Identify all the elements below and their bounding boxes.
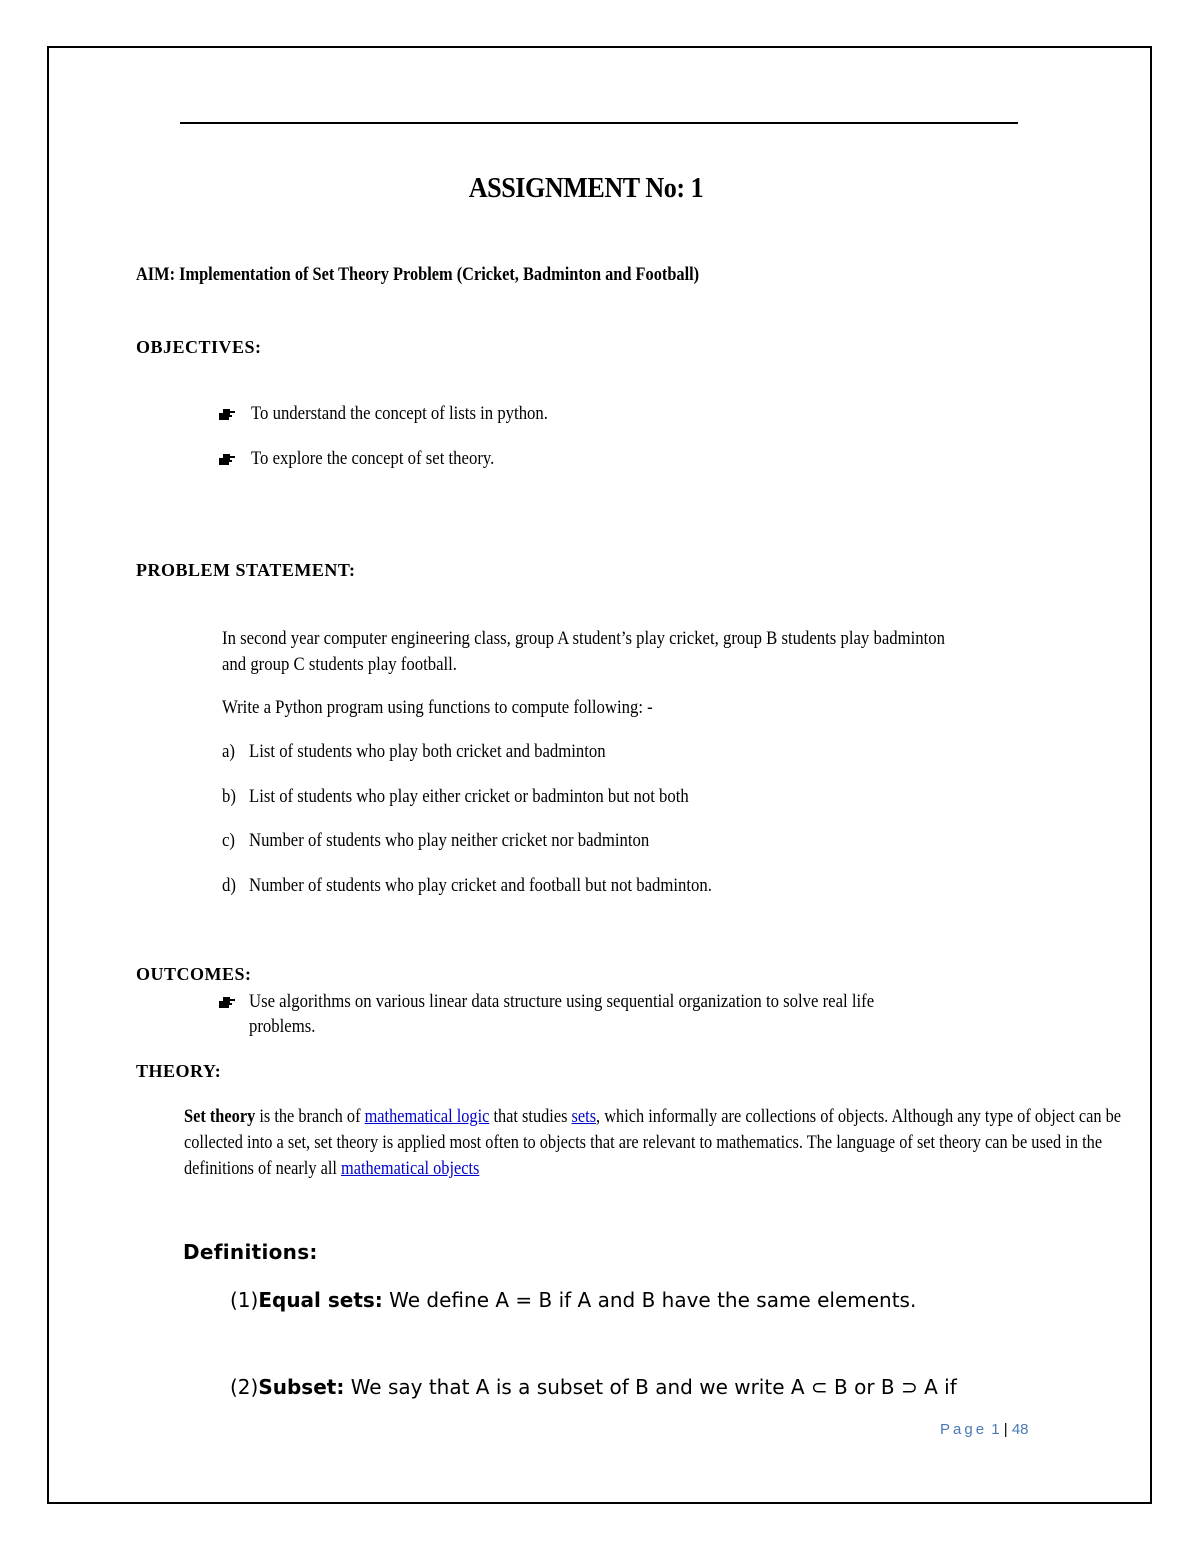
objectives-heading: OBJECTIVES: xyxy=(136,337,262,357)
theory-text-3: , which informally are collections of objects. Although any type of object can be collected into a set, set theory is applied most often to objects that are relevant to mathematics. The language of set theory can be used in the definitions of nearly all xyxy=(184,1106,1122,1179)
theory-paragraph xyxy=(184,1104,1130,1182)
definition-1-term: Equal sets: xyxy=(258,1288,383,1312)
problem-item-c-marker: c) xyxy=(222,830,235,851)
header-rule xyxy=(180,122,1018,124)
problem-intro-line-1: In second year computer engineering class, group A student’s play cricket, group B students play badminton xyxy=(222,628,945,649)
problem-item-b: List of students who play either cricket or badminton but not both xyxy=(249,786,689,807)
assignment-title: ASSIGNMENT No: 1 xyxy=(468,172,704,204)
problem-item-d: Number of students who play cricket and football but not badminton. xyxy=(249,875,712,896)
problem-task: Write a Python program using functions to compute following: - xyxy=(222,697,653,718)
outcome-item-line-2: problems. xyxy=(249,1016,316,1037)
definition-1-number: (1) xyxy=(230,1288,259,1312)
problem-item-b-marker: b) xyxy=(222,786,236,807)
problem-intro-line-2: and group C students play football. xyxy=(222,654,457,675)
definition-1-text: We define A = B if A and B have the same elements. xyxy=(382,1288,917,1312)
theory-heading: THEORY: xyxy=(136,1061,222,1081)
footer-page-number: 1 xyxy=(991,1421,1000,1438)
problem-statement-heading: PROBLEM STATEMENT: xyxy=(136,560,356,580)
footer-total-pages: 48 xyxy=(1011,1421,1029,1438)
definitions-heading: Definitions: xyxy=(183,1240,318,1264)
pointing-hand-icon xyxy=(218,452,236,466)
definition-2-number: (2) xyxy=(230,1375,259,1399)
objective-item-1: To understand the concept of lists in python. xyxy=(251,403,548,424)
problem-item-a: List of students who play both cricket and badminton xyxy=(249,741,606,762)
page-footer xyxy=(940,1421,1029,1438)
pointing-hand-icon xyxy=(218,995,236,1009)
mathematical-objects-link[interactable]: mathematical objects xyxy=(341,1158,480,1179)
footer-page-word: Page xyxy=(940,1421,988,1438)
theory-term: Set theory xyxy=(184,1106,256,1127)
pointing-hand-icon xyxy=(218,407,236,421)
sets-link[interactable]: sets xyxy=(571,1106,597,1127)
definition-2-term: Subset: xyxy=(258,1375,345,1399)
objective-item-2: To explore the concept of set theory. xyxy=(251,448,495,469)
problem-item-a-marker: a) xyxy=(222,741,235,762)
theory-text-2: that studies xyxy=(489,1106,572,1127)
mathematical-logic-link[interactable]: mathematical logic xyxy=(364,1106,490,1127)
definition-2 xyxy=(230,1375,957,1399)
outcome-item-line-1: Use algorithms on various linear data structure using sequential organization to solve real life xyxy=(249,991,875,1012)
problem-item-c: Number of students who play neither cricket nor badminton xyxy=(249,830,650,851)
footer-separator: | xyxy=(1003,1421,1008,1438)
definition-2-text: We say that A is a subset of B and we write A ⊂ B or B ⊃ A if xyxy=(344,1375,957,1399)
problem-item-d-marker: d) xyxy=(222,875,236,896)
outcomes-heading: OUTCOMES: xyxy=(136,964,252,984)
definition-1 xyxy=(230,1288,916,1312)
theory-text-1: is the branch of xyxy=(255,1106,365,1127)
aim-line: AIM: Implementation of Set Theory Problem (Cricket, Badminton and Football) xyxy=(136,264,700,285)
